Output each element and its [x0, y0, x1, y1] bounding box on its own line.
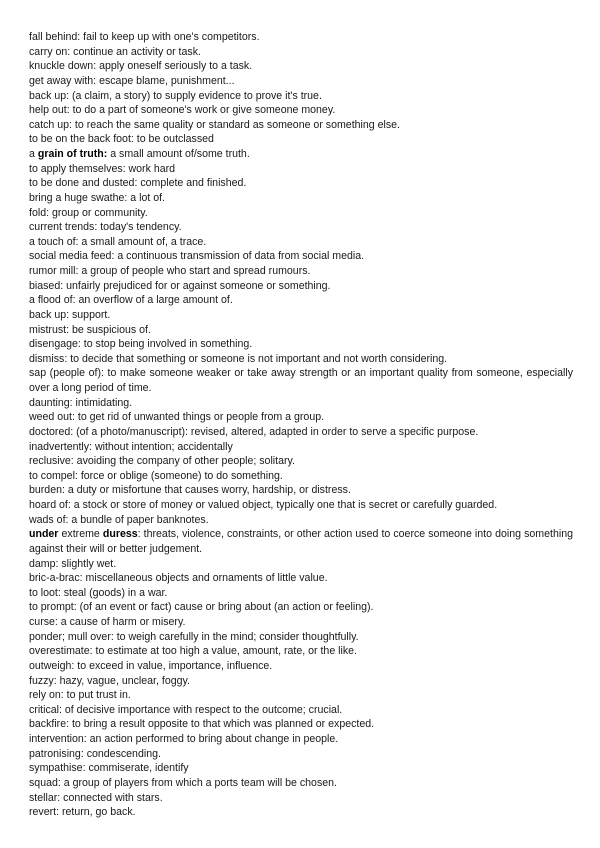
vocabulary-entry — [29, 279, 573, 294]
vocabulary-entry — [29, 644, 573, 659]
vocabulary-entry — [29, 513, 573, 528]
entry-text: doctored: (of a photo/manuscript): revised, altered, adapted in order to serve a specific purpose. — [29, 425, 479, 438]
entry-text: revert: return, go back. — [29, 806, 136, 819]
entry-text: to prompt: (of an event or fact) cause or bring about (an action or feeling). — [29, 601, 374, 614]
entry-text: carry on: continue an activity or task. — [29, 45, 201, 58]
entry-text: catch up: to reach the same quality or standard as someone or something else. — [29, 118, 400, 131]
vocabulary-entry — [29, 674, 573, 689]
vocabulary-entry — [29, 469, 573, 484]
entry-text: inadvertently: without intention; accidentally — [29, 440, 233, 453]
entry-text: burden: a duty or misfortune that causes worry, hardship, or distress. — [29, 484, 351, 497]
vocabulary-entry — [29, 220, 573, 235]
entry-text: a flood of: an overflow of a large amount of. — [29, 294, 233, 307]
vocabulary-entry — [29, 527, 573, 556]
entry-text: : threats, violence, constraints, or other action used to coerce someone into doing something against their will or better judgement. — [29, 528, 573, 555]
vocabulary-entry — [29, 132, 573, 147]
bold-term: grain of truth: — [37, 148, 108, 160]
vocabulary-entry — [29, 323, 573, 338]
vocabulary-entry — [29, 688, 573, 703]
entry-text: bring a huge swathe: a lot of. — [29, 191, 166, 204]
entry-text: overestimate: to estimate at too high a value, amount, rate, or the like. — [29, 645, 357, 658]
vocabulary-entry — [29, 30, 573, 45]
entry-text: weed out: to get rid of unwanted things or people from a group. — [29, 411, 325, 424]
entry-text: rumor mill: a group of people who start and spread rumours. — [29, 265, 311, 277]
vocabulary-entry — [29, 118, 573, 133]
entry-text: get away with: escape blame, punishment... — [29, 74, 235, 87]
entry-text: a touch of: a small amount of, a trace. — [29, 235, 207, 248]
entry-text: dismiss: to decide that something or someone is not important and not worth considering. — [29, 352, 448, 365]
vocabulary-entry — [29, 703, 573, 718]
vocabulary-entry — [29, 147, 573, 162]
entry-text: hoard of: a stock or store of money or valued object, typically one that is secret or carefully guarded. — [29, 499, 498, 511]
vocabulary-entry — [29, 103, 573, 118]
vocabulary-list — [29, 30, 573, 820]
vocabulary-entry — [29, 45, 573, 60]
vocabulary-entry — [29, 337, 573, 352]
entry-text: sympathise: commiserate, identify — [29, 762, 189, 775]
vocabulary-entry — [29, 59, 573, 74]
entry-text: fuzzy: hazy, vague, unclear, foggy. — [29, 674, 190, 687]
entry-text: to loot: steal (goods) in a war. — [29, 586, 168, 599]
vocabulary-entry — [29, 264, 573, 279]
entry-text: reclusive: avoiding the company of other people; solitary. — [29, 455, 295, 468]
vocabulary-entry — [29, 791, 573, 806]
vocabulary-entry — [29, 352, 573, 367]
entry-text: to compel: force or oblige (someone) to do something. — [29, 469, 283, 482]
entry-text: squad: a group of players from which a ports team will be chosen. — [29, 776, 337, 789]
entry-text: current trends: today's tendency. — [29, 221, 182, 234]
vocabulary-entry — [29, 235, 573, 250]
vocabulary-entry — [29, 410, 573, 425]
vocabulary-entry — [29, 571, 573, 586]
entry-text: social media feed: a continuous transmission of data from social media. — [29, 250, 365, 263]
vocabulary-entry — [29, 308, 573, 323]
entry-text: back up: (a claim, a story) to supply evidence to prove it's true. — [29, 89, 322, 102]
vocabulary-entry — [29, 557, 573, 572]
entry-text: help out: to do a part of someone's work or give someone money. — [29, 104, 336, 117]
entry-text: a — [29, 148, 38, 160]
entry-text: knuckle down: apply oneself seriously to a task. — [29, 60, 253, 73]
entry-text: mistrust: be suspicious of. — [29, 323, 151, 336]
vocabulary-entry — [29, 206, 573, 221]
bold-term: under — [29, 528, 59, 541]
vocabulary-entry — [29, 425, 573, 440]
vocabulary-entry — [29, 600, 573, 615]
entry-text: fold: group or community. — [29, 206, 148, 219]
bold-term: duress — [102, 528, 138, 541]
vocabulary-entry — [29, 162, 573, 177]
entry-text: sap (people of): to make someone weaker or take away strength or an important quality from someone, especially over a long period of time. — [29, 367, 573, 394]
vocabulary-entry — [29, 732, 573, 747]
entry-text: curse: a cause of harm or misery. — [29, 616, 186, 628]
vocabulary-entry — [29, 761, 573, 776]
entry-text: daunting: intimidating. — [29, 396, 133, 409]
entry-text: to be on the back foot: to be outclassed — [29, 133, 214, 146]
entry-text: bric-a-brac: miscellaneous objects and ornaments of little value. — [29, 572, 328, 585]
entry-text: backfire: to bring a result opposite to that which was planned or expected. — [29, 718, 375, 731]
entry-text: outweigh: to exceed in value, importance, influence. — [29, 659, 273, 672]
entry-text: fall behind: fail to keep up with one's competitors. — [29, 31, 260, 43]
entry-text: critical: of decisive importance with respect to the outcome; crucial. — [29, 703, 343, 716]
entry-text: to be done and dusted: complete and finished. — [29, 177, 247, 190]
vocabulary-entry — [29, 74, 573, 89]
vocabulary-entry — [29, 747, 573, 762]
vocabulary-entry — [29, 498, 573, 513]
vocabulary-entry — [29, 717, 573, 732]
vocabulary-entry — [29, 440, 573, 455]
vocabulary-entry — [29, 293, 573, 308]
entry-text: patronising: condescending. — [29, 747, 161, 760]
entry-text: biased: unfairly prejudiced for or against someone or something. — [29, 279, 331, 292]
vocabulary-entry — [29, 396, 573, 411]
entry-text: rely on: to put trust in. — [29, 689, 131, 702]
entry-text: intervention: an action performed to bring about change in people. — [29, 733, 339, 745]
vocabulary-entry — [29, 89, 573, 104]
vocabulary-entry — [29, 805, 573, 820]
entry-text: extreme — [58, 528, 103, 541]
entry-text: a small amount of/some truth. — [107, 148, 250, 160]
vocabulary-entry — [29, 176, 573, 191]
vocabulary-entry — [29, 191, 573, 206]
vocabulary-entry — [29, 249, 573, 264]
entry-text: to apply themselves: work hard — [29, 162, 176, 175]
vocabulary-entry — [29, 454, 573, 469]
vocabulary-entry — [29, 586, 573, 601]
vocabulary-entry — [29, 366, 573, 395]
vocabulary-entry — [29, 630, 573, 645]
vocabulary-entry — [29, 659, 573, 674]
entry-text: disengage: to stop being involved in something. — [29, 338, 253, 351]
entry-text: stellar: connected with stars. — [29, 791, 163, 804]
entry-text: back up: support. — [29, 308, 111, 321]
vocabulary-entry — [29, 776, 573, 791]
entry-text: damp: slightly wet. — [29, 557, 117, 570]
entry-text: ponder; mull over: to weigh carefully in the mind; consider thoughtfully. — [29, 630, 359, 643]
vocabulary-entry — [29, 615, 573, 630]
vocabulary-entry — [29, 483, 573, 498]
entry-text: wads of: a bundle of paper banknotes. — [29, 513, 209, 526]
